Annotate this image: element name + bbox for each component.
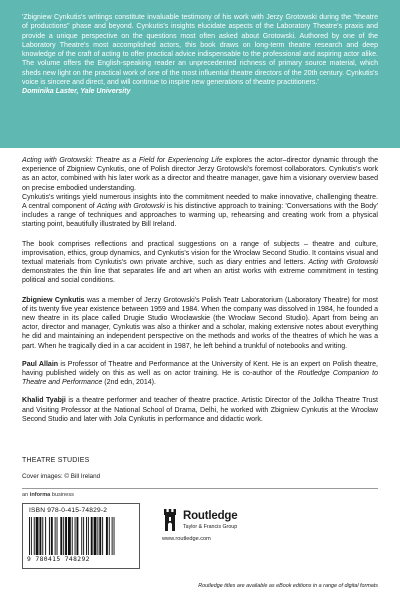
- barcode-bars: [29, 517, 133, 555]
- back-cover-text: [22, 156, 378, 424]
- ebook-note: Routledge titles are available as eBook editions in a range of digital formats: [198, 583, 378, 589]
- description-paragraph-3: The book comprises reflections and practical suggestions on a range of subjects – theatre and culture, improvisation, ethics, group dynamics, and Cynkutis's vision for the Wrocław Second Studio. It contains visual and textual materials from Cynkutis's own private archive, such as diary entries and letters. Acting with Grotowski demonstrates the thin line that separates life and art when an artist works with extreme commitment in testing political and social conditions.: [22, 240, 378, 285]
- routledge-tower-icon: [162, 509, 178, 531]
- publisher-name: Routledge: [183, 510, 238, 522]
- isbn-label: ISBN 978-0-415-74829-2: [29, 507, 108, 514]
- informa-line: an informa business: [22, 492, 74, 498]
- description-paragraph-1: Acting with Grotowski: Theatre as a Field for Experiencing Life explores the actor–director dynamic through the experience of Zbigniew Cynkutis, one of Polish director Jerzy Grotowski's foremost collaborators. Cynkutis's work as an actor, combined with his later work as a director and theatre manager, gave him a visionary overview based on precise embodied understanding.: [22, 157, 378, 192]
- publisher-logo: [162, 507, 236, 551]
- bio-allain: Paul Allain is Professor of Theatre and Performance at the University of Kent. He is an expert on Polish theatre, having published widely on this as well as on actor training. He is co-author of the Routledge Companion to Theatre and Performance (2nd edn, 2014).: [22, 360, 378, 387]
- publisher-group: Taylor & Francis Group: [183, 524, 238, 530]
- publisher-url: www.routledge.com: [162, 536, 211, 542]
- bio-cynkutis: Zbigniew Cynkutis was a member of Jerzy Grotowski's Polish Teatr Laboratorium (Laboratory Theatre) for most of its twenty five year existence between 1959 and 1984. When the company was dissolved in 1984, he founded a new theatre in its place called Drugie Studio Wrocławskie (the Wrocław Second Studio). Apart from being an actor, director and manager, Cynkutis was also a thinker and a scholar, making extensive notes about everything he did and maintaining an independent perspective on the methods and works of the theatres of which he was a part. When he tragically died in a car accident in 1987, he left behind a trunkful of notebooks and writing.: [22, 296, 378, 350]
- description-paragraph-2: Cynkutis's writings yield numerous insights into the commitment needed to make innovative, challenging theatre. A central component of Acting with Grotowski is his distinctive approach to training: 'Conversations with the Body' includes a range of techniques and approaches to warming up, rehearsing and creating work from a physical starting point, beautifully illustrated by Bill Ireland.: [22, 193, 379, 229]
- endorsement-attribution: Dominika Laster, Yale University: [22, 88, 131, 95]
- divider: [22, 488, 378, 489]
- barcode-digits: 9 780415 748292: [27, 556, 90, 563]
- bio-tyabji: Khalid Tyabji is a theatre performer and teacher of theatre practice. Artistic Director of the Jolkha Theatre Trust and Visiting Professor at the National School of Drama, Delhi, he worked with Zbigniew Cynkutis at the Wrocław Second Studio and later with Jola Cynkutis in performance and didactic work.: [22, 397, 378, 423]
- barcode: [22, 503, 140, 569]
- endorsement-quote: 'Zbigniew Cynkutis's writings constitute invaluable testimony of his work with Jerzy Grotowski during the "theatre of productions" phase and beyond. Cynkutis's insights elucidate aspects of the Laboratory Theatre's praxis and provide a unique perspective on the questions most often asked about Grotowski. Authored by one of the Laboratory Theatre's most accomplished actors, this book draws on long-term theatre research and deep knowledge of the craft of acting to offer practical advice indispensable to the professional and aspiring actor alike. The volume offers the English-speaking reader an unprecedented richness of primary source material, which sheds new light on the practical work of one of the most influential theatre directors of the 20th century. Cynkutis's voice is sincere and direct, and will continue to inspire new generations of theatre practitioners.': [22, 14, 378, 86]
- series-label: THEATRE STUDIES: [22, 457, 90, 464]
- endorsement-band: [0, 0, 400, 148]
- cover-credit: Cover images: © Bill Ireland: [22, 473, 101, 480]
